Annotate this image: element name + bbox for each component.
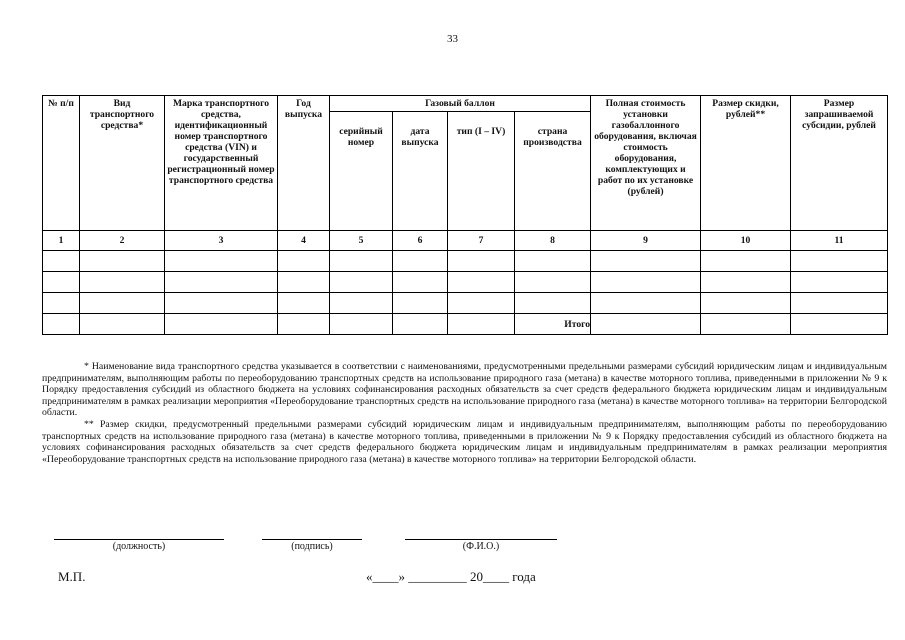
table-cell bbox=[165, 251, 278, 272]
footnote-discount: ** Размер скидки, предусмотренный предельными размерами субсидий юридическим лицам и индивидуальным предпринимателям, выполняющим работы по переоборудованию транспортных средств на использование природного газа (метана) в качестве моторного топлива, приведенными в приложении № 9 к Порядку предоставления субсидий из областного бюджета на условиях софинансирования расходных обязательств за счет средств федерального бюджета юридическим лицам и индивидуальным предпринимателям в рамках реализации мероприятия «Переоборудование транспортных средств на использование природного газа (метана) в качестве моторного топлива» на территории Белгородской области. bbox=[42, 418, 887, 465]
column-number: 2 bbox=[80, 231, 165, 251]
header-discount: Размер скидки, рублей** bbox=[701, 96, 791, 231]
date-year-word: года bbox=[512, 569, 536, 584]
table-row bbox=[43, 251, 888, 272]
column-number: 10 bbox=[701, 231, 791, 251]
column-number: 5 bbox=[330, 231, 393, 251]
column-number: 8 bbox=[515, 231, 591, 251]
table-cell bbox=[448, 314, 515, 335]
table-cell bbox=[448, 251, 515, 272]
table-cell bbox=[591, 272, 701, 293]
table-cell bbox=[393, 272, 448, 293]
column-number: 7 bbox=[448, 231, 515, 251]
header-year: Год выпуска bbox=[278, 96, 330, 231]
table-cell bbox=[393, 251, 448, 272]
header-country: страна производства bbox=[515, 112, 591, 231]
header-row bbox=[43, 96, 888, 112]
page-number: 33 bbox=[447, 33, 458, 45]
table-cell bbox=[515, 272, 591, 293]
subsidy-table bbox=[42, 95, 888, 335]
column-number-row bbox=[43, 231, 888, 251]
table-cell bbox=[591, 293, 701, 314]
table-cell bbox=[330, 272, 393, 293]
column-number: 3 bbox=[165, 231, 278, 251]
name-line bbox=[405, 539, 557, 540]
table-cell bbox=[701, 314, 791, 335]
table-cell bbox=[80, 293, 165, 314]
table-cell bbox=[330, 314, 393, 335]
date-close-quote: » bbox=[398, 569, 405, 584]
table-cell bbox=[448, 272, 515, 293]
table-cell bbox=[330, 251, 393, 272]
header-cylinder-type: тип (I – IV) bbox=[448, 112, 515, 231]
date-day-blank: ____ bbox=[372, 569, 399, 584]
table-cell bbox=[330, 293, 393, 314]
table-cell bbox=[43, 293, 80, 314]
column-number: 1 bbox=[43, 231, 80, 251]
table-cell bbox=[791, 251, 888, 272]
table-cell bbox=[393, 293, 448, 314]
column-number: 9 bbox=[591, 231, 701, 251]
table-cell bbox=[591, 314, 701, 335]
table-cell bbox=[43, 251, 80, 272]
table-cell bbox=[448, 293, 515, 314]
position-line bbox=[54, 539, 224, 540]
date-field bbox=[366, 569, 536, 585]
header-subsidy: Размер запрашиваемой субсидии, рублей bbox=[791, 96, 888, 231]
date-month-blank: _________ bbox=[408, 569, 467, 584]
header-vehicle-brand: Марка транспортного средства, идентификационный номер транспортного средства (VIN) и государственный регистрационный номер транспортного средства bbox=[165, 96, 278, 231]
table-cell bbox=[701, 272, 791, 293]
date-year-prefix: 20 bbox=[470, 569, 483, 584]
table-cell bbox=[393, 314, 448, 335]
table-cell bbox=[80, 251, 165, 272]
table-cell bbox=[791, 314, 888, 335]
header-serial-number: серийный номер bbox=[330, 112, 393, 231]
signature-label: (подпись) bbox=[291, 541, 333, 552]
table-cell bbox=[278, 272, 330, 293]
header-issue-date: дата выпуска bbox=[393, 112, 448, 231]
table-cell bbox=[591, 251, 701, 272]
table-cell bbox=[701, 251, 791, 272]
stamp-label: М.П. bbox=[58, 569, 86, 584]
table-cell bbox=[165, 314, 278, 335]
column-number: 6 bbox=[393, 231, 448, 251]
table-cell bbox=[515, 293, 591, 314]
date-year-blank: ____ bbox=[483, 569, 509, 584]
table-cell bbox=[701, 293, 791, 314]
table-cell bbox=[43, 272, 80, 293]
column-number: 11 bbox=[791, 231, 888, 251]
table-cell bbox=[80, 272, 165, 293]
table-cell bbox=[791, 272, 888, 293]
header-vehicle-type: Вид транспортного средства* bbox=[80, 96, 165, 231]
table-cell bbox=[43, 314, 80, 335]
column-number: 4 bbox=[278, 231, 330, 251]
table-cell bbox=[165, 293, 278, 314]
footnotes bbox=[42, 361, 887, 465]
signature-line bbox=[262, 539, 362, 540]
table-cell bbox=[165, 272, 278, 293]
table-row bbox=[43, 272, 888, 293]
total-label: Итого bbox=[515, 314, 591, 335]
date-open-quote: « bbox=[366, 569, 373, 584]
position-label: (должность) bbox=[112, 541, 166, 552]
name-label: (Ф.И.О.) bbox=[462, 541, 500, 552]
table-cell bbox=[278, 314, 330, 335]
table-cell bbox=[278, 251, 330, 272]
table-cell bbox=[80, 314, 165, 335]
table-row bbox=[43, 293, 888, 314]
table-cell bbox=[515, 251, 591, 272]
table-cell bbox=[791, 293, 888, 314]
header-row-number: № п/п bbox=[43, 96, 80, 231]
table-cell bbox=[278, 293, 330, 314]
total-row bbox=[43, 314, 888, 335]
header-gas-cylinder: Газовый баллон bbox=[330, 96, 591, 112]
footnote-vehicle-type: * Наименование вида транспортного средства указывается в соответствии с наименованиями, предусмотренными предельными размерами субсидий юридическим лицам и индивидуальным предпринимателям, выполняющим работы по переоборудованию транспортных средств на использование природного газа (метана) в качестве моторного топлива, приведенными в приложении № 9 к Порядку предоставления субсидий из областного бюджета на условиях софинансирования расходных обязательств за счет средств федерального бюджета юридическим лицам и индивидуальным предпринимателям в рамках реализации мероприятия «Переоборудование транспортных средств на использование природного газа (метана) в качестве моторного топлива» на территории Белгородской области. bbox=[42, 361, 887, 419]
header-full-cost: Полная стоимость установки газобаллонного оборудования, включая стоимость оборудования, комплектующих и работ по их установке (рублей) bbox=[591, 96, 701, 231]
